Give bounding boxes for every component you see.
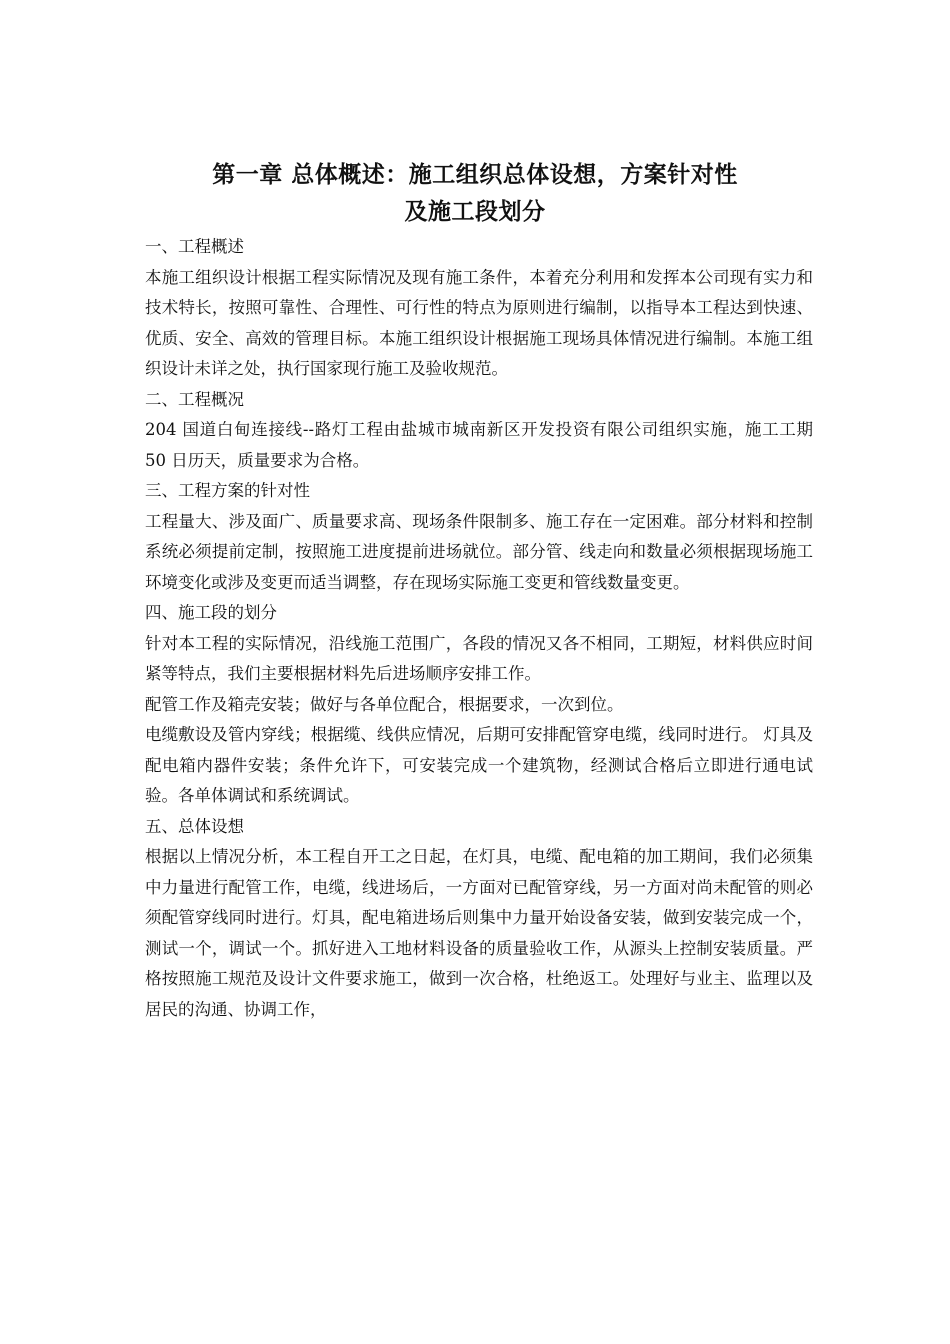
document-body: [145, 232, 813, 1025]
paragraph-overview: 本施工组织设计根据工程实际情况及现有施工条件，本着充分利用和发挥本公司现有实力和技术特长，按照可靠性、合理性、可行性的特点为原则进行编制，以指导本工程达到快速、优质、安全、高效的管理目标。本施工组织设计根据施工现场具体情况进行编制。本施工组织设计未详之处，执行国家现行施工及验收规范。: [145, 267, 813, 378]
chapter-title-line-1: 第一章 总体概述：施工组织总体设想，方案针对性: [212, 162, 738, 188]
paragraph-project-profile: 204 国道白甸连接线--路灯工程由盐城市城南新区开发投资有限公司组织实施，施工工期 50 日历天，质量要求为合格。: [145, 420, 813, 470]
section-heading-overall-concept: 五、总体设想: [145, 816, 244, 836]
section-heading-construction-stages: 四、施工段的划分: [145, 603, 277, 622]
chapter-title-line-2: 及施工段划分: [404, 199, 546, 225]
section-heading-project-profile: 二、工程概况: [145, 389, 244, 409]
paragraph-stages-cabling: 电缆敷设及管内穿线；根据缆、线供应情况，后期可安排配管穿电缆，线同时进行。 灯具及配电箱内器件安装；条件允许下，可安装完成一个建筑物，经测试合格后立即进行通电试验。各单体调试和系统调试。: [145, 725, 813, 805]
paragraph-stages-intro: 针对本工程的实际情况，沿线施工范围广，各段的情况又各不相同，工期短，材料供应时间紧等特点，我们主要根据材料先后进场顺序安排工作。: [145, 633, 813, 683]
paragraph-plan-relevance: 工程量大、涉及面广、质量要求高、现场条件限制多、施工存在一定困难。部分材料和控制系统必须提前定制，按照施工进度提前进场就位。部分管、线走向和数量必须根据现场施工环境变化或涉及变更而适当调整，存在现场实际施工变更和管线数量变更。: [145, 511, 813, 592]
section-heading-plan-relevance: 三、工程方案的针对性: [145, 481, 310, 500]
paragraph-overall-concept: 根据以上情况分析，本工程自开工之日起，在灯具，电缆、配电箱的加工期间，我们必须集中力量进行配管工作，电缆，线进场后，一方面对已配管穿线，另一方面对尚未配管的则必须配管穿线同时进行。灯具，配电箱进场后则集中力量开始设备安装，做到安装完成一个，测试一个，调试一个。抓好进入工地材料设备的质量验收工作，从源头上控制安装质量。严格按照施工规范及设计文件要求施工，做到一次合格，杜绝返工。处理好与业主、监理以及居民的沟通、协调工作，: [145, 847, 813, 1019]
section-heading-overview: 一、工程概述: [145, 237, 244, 256]
paragraph-stages-piping: 配管工作及箱壳安装；做好与各单位配合，根据要求，一次到位。: [145, 694, 624, 714]
